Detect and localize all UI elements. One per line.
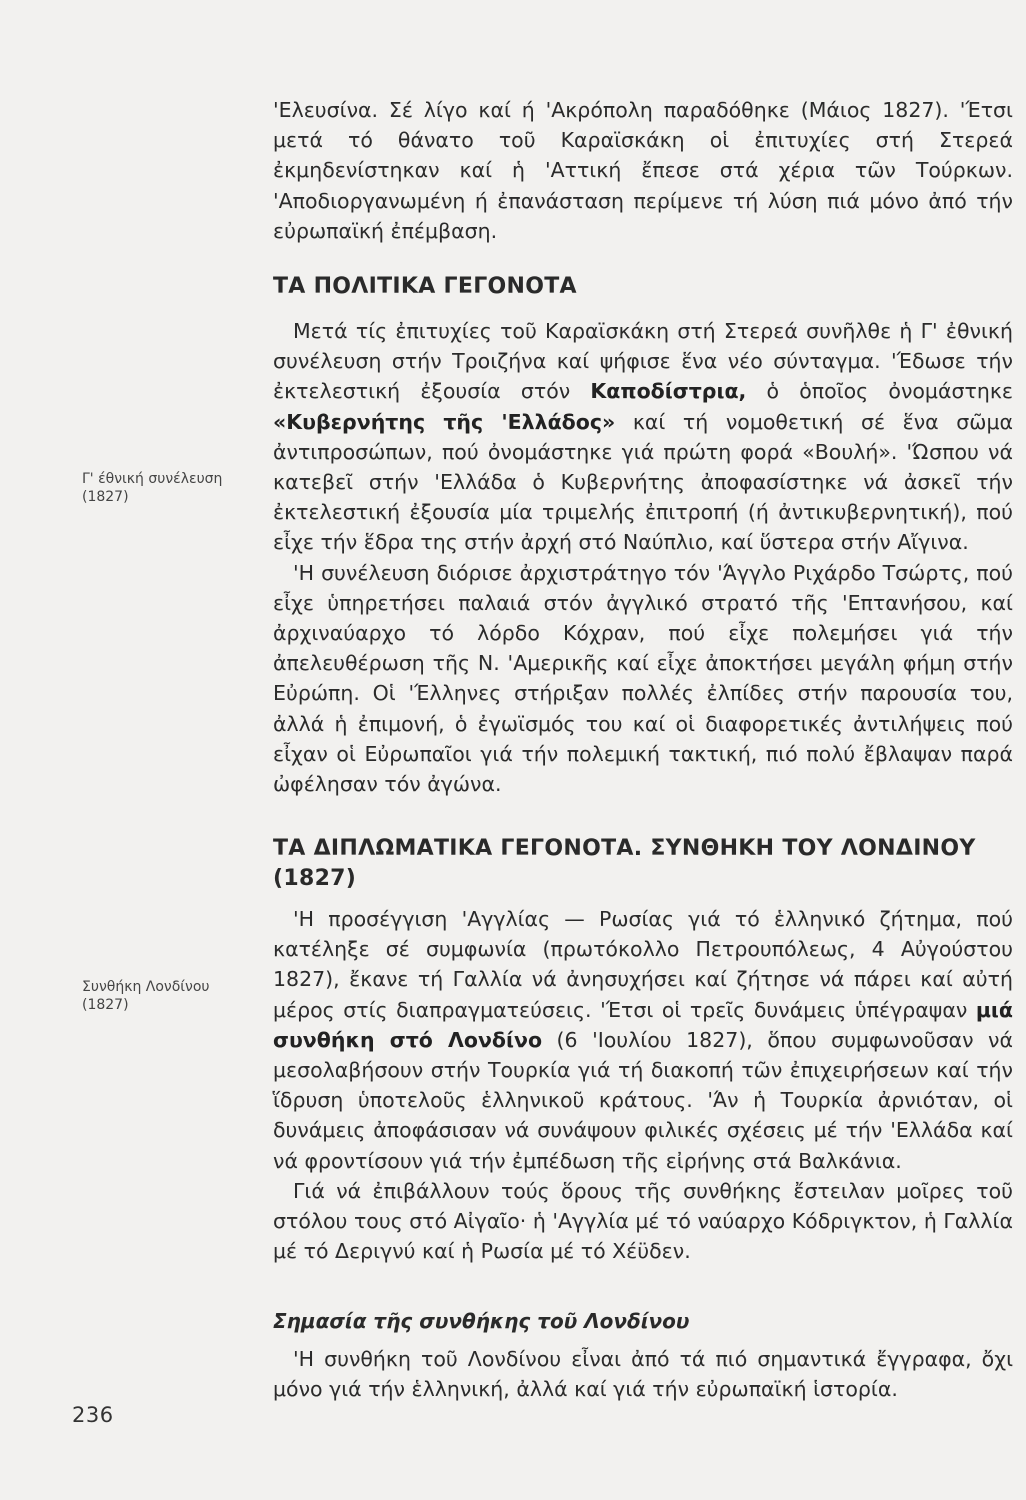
section-significance-paragraph-1: 'Η συνθήκη τοῦ Λονδίνου εἶναι ἀπό τά πιό σημαντικά ἔγγραφα, ὄχι μόνο γιά τήν ἑλληνική, ἀλλά καί γιά τήν εὐρωπαϊκή ἱστορία. (273, 1347, 1013, 1402)
margin-note-assembly-year: (1827) (82, 489, 129, 505)
section-significance-heading: Σημασία τῆς συνθήκης τοῦ Λονδίνου (273, 1309, 690, 1333)
section-significance (273, 1306, 1013, 1404)
section-diplomatic-paragraph-2: Γιά νά ἐπιβάλλουν τούς ὅρους τῆς συνθήκης ἔστειλαν μοῖρες τοῦ στόλου τους στό Αἰγαῖο· ἡ 'Αγγλία μέ τό ναύαρχο Κόδριγκτον, ἡ Γαλλία μέ τό Δεριγνύ καί ἡ Ρωσία μέ τό Χέϋδεν. (273, 1178, 1013, 1264)
intro-paragraph: 'Ελευσίνα. Σέ λίγο καί ή 'Ακρόπολη παραδόθηκε (Μάιος 1827). 'Έτσι μετά τό θάνατο τοῦ Καραϊσκάκη οἱ ἐπιτυχίες στή Στερεά ἐκμηδενίστηκαν καί ἡ 'Αττική ἔπεσε στά χέρια τῶν Τούρκων. 'Αποδιοργανωμένη ή ἐπανάσταση περίμενε τή λύση πιά μόνο ἀπό τήν εὐρωπαϊκή ἐπέμβαση. (273, 98, 1013, 243)
margin-note-treaty-year: (1827) (82, 997, 129, 1013)
text-run: καί τή νομοθετική σέ ἕνα σῶμα ἀντιπροσώπων, πού ὀνομάστηκε γιά πρώτη φορά «Βουλή». 'Ώσπου νά κατεβεῖ στήν 'Ελλάδα ὁ Κυβερνήτης ἀποφασίστηκε νά ἀσκεῖ τήν ἐκτελεστική ἐξουσία μία τριμελής ἐπιτροπή (ή ἀντικυβερνητική), πού εἶχε τήν ἕδρα της στήν ἀρχή στό Ναύπλιο, καί ὕστερα στήν Αἴγινα. (273, 409, 1013, 555)
section-political-paragraph-1 (273, 316, 1013, 558)
bold-governor-title: «Κυβερνήτης τῆς 'Ελλάδος» (273, 409, 616, 434)
margin-note-assembly (82, 470, 242, 506)
text-run: ὁ ὁποῖος ὀνομάστηκε (746, 379, 1013, 404)
section-political (273, 272, 1013, 799)
bold-kapodistrias: Καποδίστρια, (590, 379, 747, 404)
section-diplomatic-paragraph-1 (273, 904, 1013, 1176)
page-number: 236 (72, 1403, 114, 1427)
section-political-heading: ΤΑ ΠΟΛΙΤΙΚΑ ΓΕΓΟΝΟΤΑ (273, 274, 577, 299)
text-run: Μετά τίς ἐπιτυχίες τοῦ Καραϊσκάκη στή Στερεά συνῆλθε ἡ Γ' ἐθνική συνέλευση στήν Τροιζήνα καί ψήφισε ἕνα νέο σύνταγμα. 'Έδωσε τήν ἐκτελεστική ἐξουσία στόν (273, 319, 1013, 404)
margin-note-treaty-label: Συνθήκη Λονδίνου (82, 979, 210, 995)
bold-treaty-london: μιά συνθήκη στό Λονδίνο (273, 997, 1013, 1052)
intro-block (273, 95, 1013, 246)
text-run: 'Η προσέγγιση 'Αγγλίας — Ρωσίας γιά τό ἑλληνικό ζήτημα, πού κατέληξε σέ συμφωνία (πρωτόκολλο Πετρουπόλεως, 4 Αὐγούστου 1827), ἔκανε τή Γαλλία νά ἀνησυχήσει καί ζήτησε νά πάρει καί αὐτή μέρος στίς διαπραγματεύσεις. 'Έτσι οἱ τρεῖς δυνάμεις ὑπέγραψαν (273, 907, 1013, 1022)
section-political-paragraph-2: 'Η συνέλευση διόρισε ἀρχιστράτηγο τόν 'Άγγλο Ριχάρδο Τσώρτς, πού εἶχε ὑπηρετήσει παλαιά στόν ἀγγλικό στρατό τῆς 'Επτανήσου, καί ἀρχιναύαρχο τό λόρδο Κόχραν, πού εἶχε πολεμήσει γιά τήν ἀπελευθέρωση τῆς Ν. 'Αμερικῆς καί εἶχε ἀποκτήσει μεγάλη φήμη στήν Εὐρώπη. Οἱ 'Έλληνες στήριξαν πολλές ἐλπίδες στήν παρουσία του, ἀλλά ἡ ἐπιμονή, ὁ ἐγωϊσμός του καί οἱ διαφορετικές ἀντιλήψεις πού εἶχαν οἱ Εὐρωπαῖοι γιά τήν πολεμική τακτική, πιό πολύ ἔβλαψαν παρά ὠφέλησαν τόν ἀγώνα. (273, 560, 1013, 797)
margin-note-treaty (82, 978, 242, 1014)
section-diplomatic (273, 834, 1013, 1266)
margin-note-assembly-label: Γ' έθνική συνέλευση (82, 471, 223, 487)
text-run: (6 'Ιουλίου 1827), ὅπου συμφωνοῦσαν νά μεσολαβήσουν στήν Τουρκία γιά τή διακοπή τῶν ἐπιχειρήσεων καί τήν ἵδρυση ὑποτελοῦς ἑλληνικοῦ κράτους. 'Άν ἡ Τουρκία ἀρνιόταν, οἱ δυνάμεις ἀποφάσισαν νά συνάψουν φιλικές σχέσεις μέ τήν 'Ελλάδα καί νά φροντίσουν γιά τήν ἐμπέδωση τῆς εἰρήνης στά Βαλκάνια. (273, 1027, 1013, 1173)
section-diplomatic-heading: ΤΑ ΔΙΠΛΩΜΑΤΙΚΑ ΓΕΓΟΝΟΤΑ. ΣΥΝΘΗΚΗ ΤΟΥ ΛΟΝΔΙΝΟΥ (1827) (273, 836, 976, 891)
